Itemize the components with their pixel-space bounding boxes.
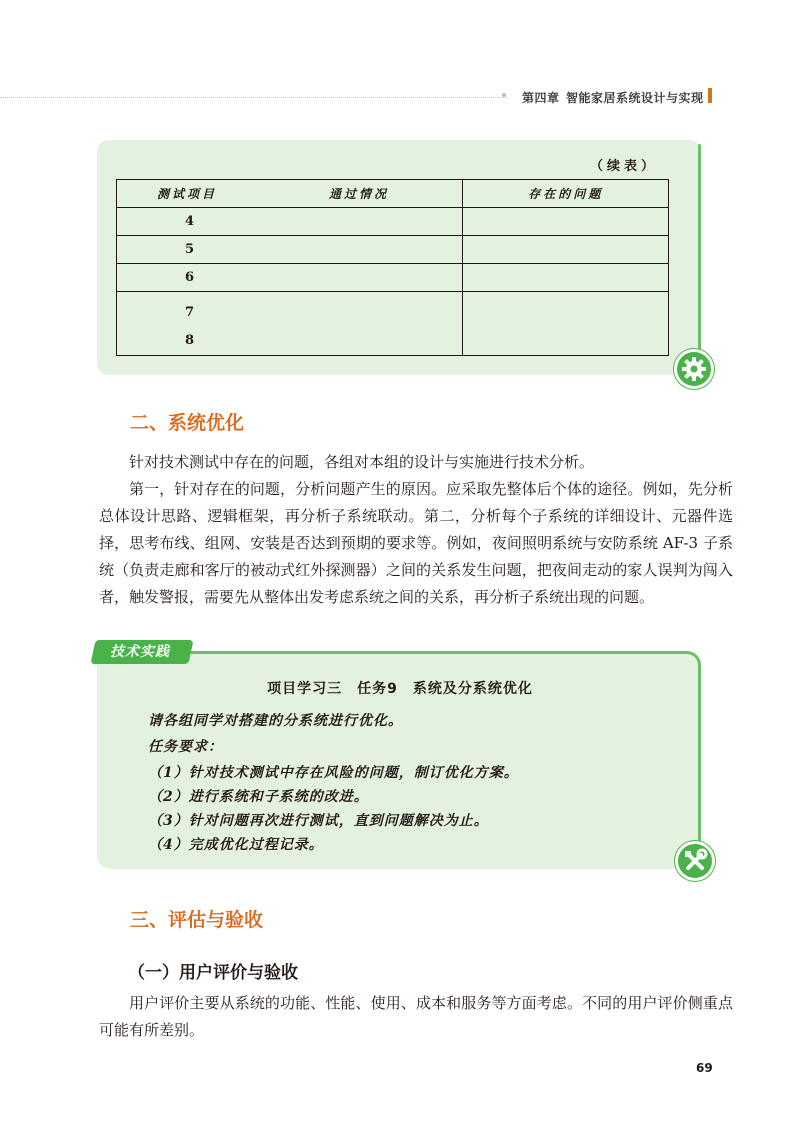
table-header-row bbox=[117, 180, 669, 208]
practice-line: （3）针对问题再次进行测试，直到问题解决为止。 bbox=[148, 813, 489, 829]
problem-cell bbox=[463, 264, 669, 292]
practice-line: （4）完成优化过程记录。 bbox=[148, 837, 324, 853]
gear-icon bbox=[677, 352, 711, 386]
row-number: 5 bbox=[117, 236, 463, 264]
header-rule bbox=[0, 97, 508, 98]
tools-icon bbox=[678, 844, 712, 878]
row-number: 7 bbox=[185, 305, 195, 320]
column-pass-status: 通过情况 bbox=[329, 187, 390, 201]
table-row bbox=[117, 208, 669, 236]
practice-line: 任务要求： bbox=[148, 739, 223, 755]
page-number: 69 bbox=[696, 1061, 713, 1075]
row-number-merged bbox=[117, 292, 463, 356]
problem-cell bbox=[463, 236, 669, 264]
practice-line: （1）针对技术测试中存在风险的问题，制订优化方案。 bbox=[148, 765, 519, 781]
header-chapter: 第四章 bbox=[522, 91, 560, 105]
row-number: 8 bbox=[185, 333, 195, 348]
practice-tab-label: 技术实践 bbox=[110, 644, 170, 660]
paragraph-analysis: 第一，针对存在的问题，分析问题产生的原因。应采取先整体后个体的途径。例如，先分析总体设计思路、逻辑框架，再分析子系统联动。第二，分析每个子系统的详细设计、元器件选择，思考布线、组网、安装是否达到预期的要求等。例如，夜间照明系统与安防系统 AF-3 子系统（负责走廊和客厅的被动式红外探测器）之间的关系发生问题，把夜间走动的家人误判为闯入者，触发警报，需要先从整体出发考虑系统之间的关系，再分析子系统出现的问题。 bbox=[99, 480, 733, 606]
test-table bbox=[116, 179, 669, 356]
table-header-cell bbox=[117, 180, 463, 208]
table-row bbox=[117, 292, 669, 356]
practice-title: 项目学习三 任务9 系统及分系统优化 bbox=[267, 681, 533, 697]
row-number: 6 bbox=[117, 264, 463, 292]
continued-label: （续表） bbox=[590, 159, 659, 174]
header-accent-bar bbox=[708, 88, 712, 103]
table-row bbox=[117, 264, 669, 292]
section-heading-optimization: 二、系统优化 bbox=[130, 412, 245, 434]
subsection-heading-user-evaluation: （一）用户评价与验收 bbox=[128, 963, 298, 983]
problem-cell bbox=[463, 292, 669, 356]
practice-line: 请各组同学对搭建的分系统进行优化。 bbox=[148, 713, 403, 729]
column-problems: 存在的问题 bbox=[463, 180, 669, 208]
paragraph-user-evaluation: 用户评价主要从系统的功能、性能、使用、成本和服务等方面考虑。不同的用户评价侧重点可能有所差别。 bbox=[99, 994, 733, 1039]
gear-badge bbox=[674, 349, 714, 389]
header-title: 智能家居系统设计与实现 bbox=[566, 91, 704, 105]
header-dot bbox=[502, 93, 506, 97]
test-table-panel-edge bbox=[698, 144, 701, 354]
problem-cell bbox=[463, 208, 669, 236]
section-heading-evaluation: 三、评估与验收 bbox=[130, 909, 264, 931]
column-test-item: 测试项目 bbox=[157, 187, 218, 201]
paragraph-intro: 针对技术测试中存在的问题，各组对本组的设计与实施进行技术分析。 bbox=[129, 453, 595, 471]
tools-badge bbox=[675, 841, 715, 881]
practice-line: （2）进行系统和子系统的改进。 bbox=[148, 789, 369, 805]
row-number: 4 bbox=[117, 208, 463, 236]
table-row bbox=[117, 236, 669, 264]
